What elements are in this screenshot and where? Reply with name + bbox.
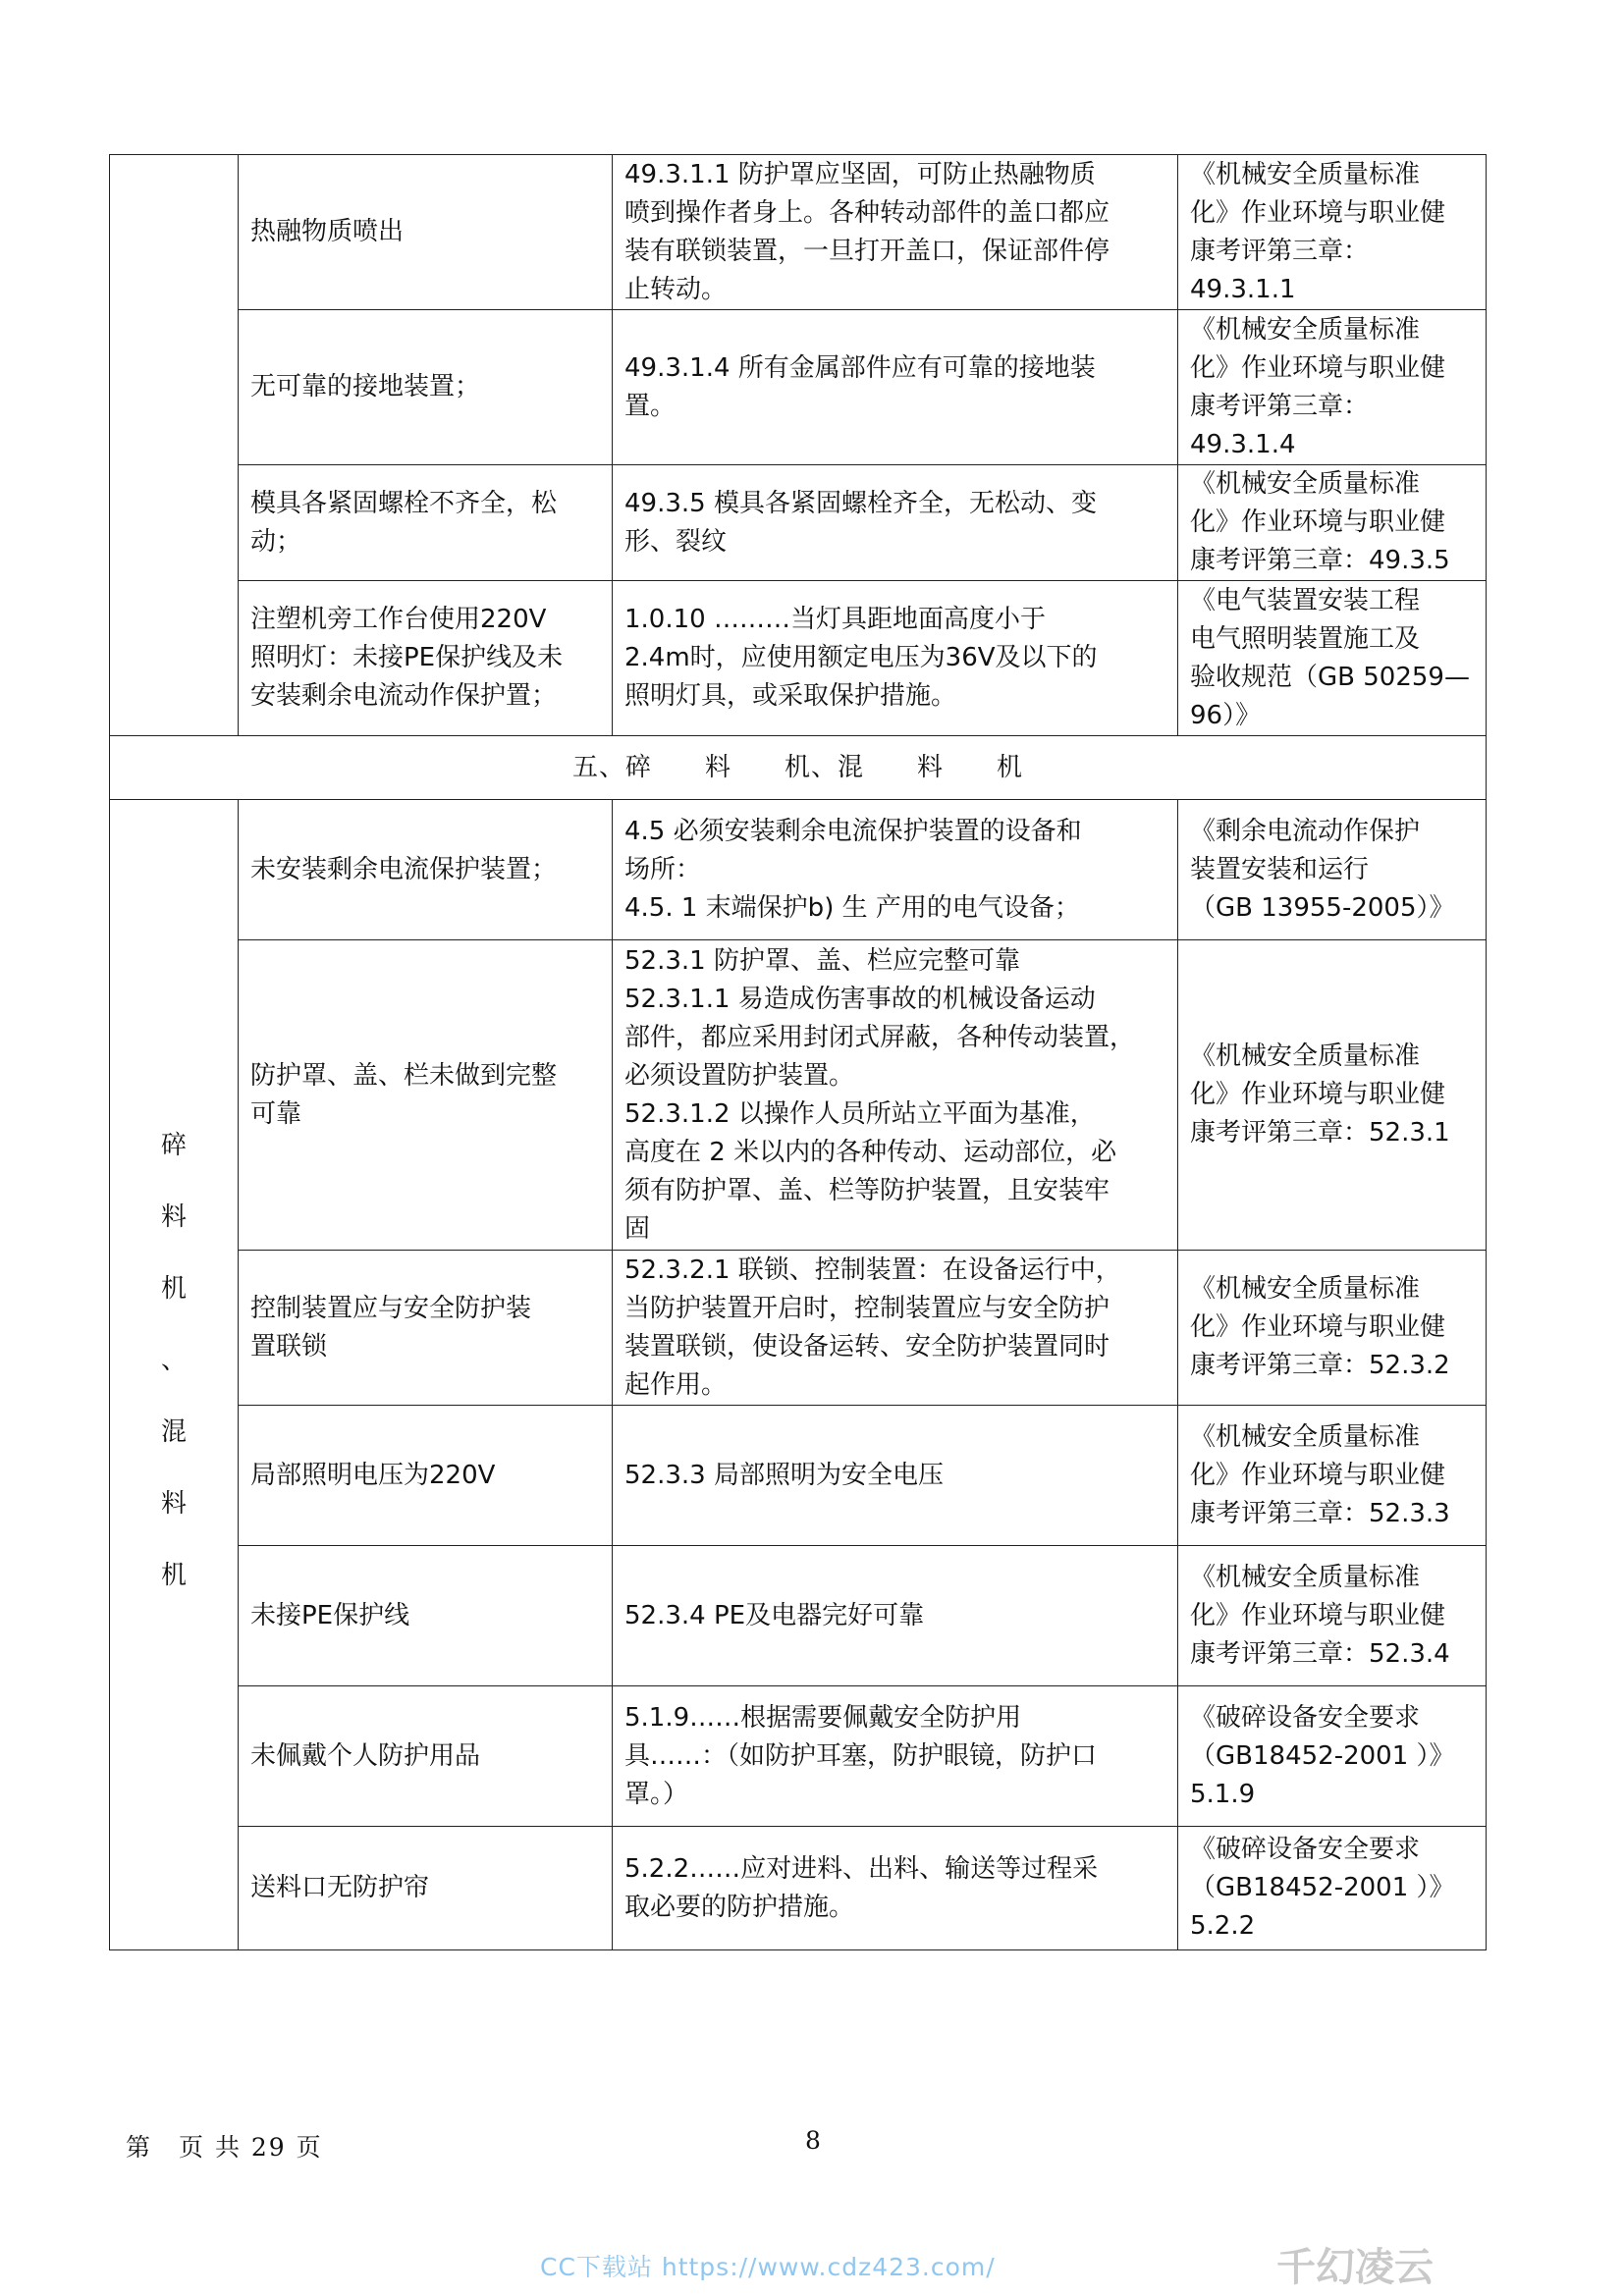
text-line: 5.2.2: [1190, 1911, 1256, 1941]
text-line: 康考评第三章：49.3.5: [1190, 546, 1450, 575]
text-line: 52.3.4 PE及电器完好可靠: [624, 1600, 925, 1630]
text-line: 装置安装和运行: [1190, 854, 1370, 884]
issue-cell: [239, 940, 613, 1251]
text-line: 49.3.1.4 所有金属部件应有可靠的接地装: [624, 352, 1096, 383]
issue-cell: [239, 155, 613, 310]
text-line: 必须设置防护装置。: [624, 1060, 855, 1091]
text-line: 固: [624, 1213, 651, 1244]
text-line: 5.1.9: [1190, 1779, 1256, 1809]
text-line: 《破碎设备安全要求: [1190, 1835, 1421, 1864]
text-line: 4.5 必须安装剩余电流保护装置的设备和: [624, 816, 1082, 846]
text-line: 《机械安全质量标准: [1190, 1274, 1421, 1304]
text-line: 化》作业环境与职业健: [1190, 507, 1446, 537]
category-char: 机: [160, 1274, 187, 1304]
text-line: 照明灯：未接PE保护线及未: [250, 643, 564, 672]
text-line: 康考评第三章：52.3.3: [1190, 1498, 1450, 1528]
table-row: [110, 1406, 1487, 1546]
category-char: 、: [160, 1346, 187, 1375]
text-line: 康考评第三章：52.3.4: [1190, 1638, 1450, 1669]
text-line: 49.3.1.1: [1190, 274, 1296, 304]
text-line: 控制装置应与安全防护装: [250, 1293, 532, 1323]
text-line: 注塑机旁工作台使用220V: [250, 605, 547, 634]
text-line: 热融物质喷出: [250, 217, 405, 246]
table-row: [110, 1251, 1487, 1406]
text-line: 验收规范（GB 50259—: [1190, 662, 1470, 692]
requirement-cell: [613, 1827, 1178, 1950]
section-row: [110, 736, 1487, 800]
text-line: 《机械安全质量标准: [1190, 469, 1421, 499]
table-row: [110, 581, 1487, 736]
text-line: 化》作业环境与职业健: [1190, 1460, 1446, 1490]
category-cell: [110, 800, 239, 1950]
text-line: 动；: [250, 526, 302, 557]
reference-cell: [1178, 465, 1487, 581]
text-line: 照明灯具，或采取保护措施。: [624, 681, 957, 711]
text-line: 49.3.1.1 防护罩应坚固，可防止热融物质: [624, 159, 1096, 189]
text-line: 须有防护罩、盖、栏等防护装置，且安装牢: [624, 1175, 1110, 1205]
issue-cell: [239, 1827, 613, 1950]
category-char: 混: [160, 1417, 187, 1447]
requirement-cell: [613, 800, 1178, 940]
text-line: 止转动。: [624, 274, 728, 304]
reference-cell: [1178, 940, 1487, 1251]
text-line: （GB 13955-2005）》: [1190, 892, 1455, 923]
footer-page-info: 第 页 共 29 页: [126, 2133, 323, 2162]
text-line: 当防护装置开启时，控制装置应与安全防护: [624, 1293, 1110, 1323]
watermark-brand: 千幻凌云: [1276, 2245, 1434, 2290]
text-line: 置联锁: [250, 1331, 328, 1362]
text-line: 取必要的防护措施。: [624, 1892, 855, 1922]
reference-cell: [1178, 1686, 1487, 1827]
issue-cell: [239, 800, 613, 940]
issue-cell: [239, 1251, 613, 1406]
text-line: 装置联锁，使设备运转、安全防护装置同时: [624, 1331, 1110, 1362]
text-line: 电气照明装置施工及: [1190, 623, 1421, 654]
text-line: 场所：: [624, 854, 702, 884]
requirement-cell: [613, 1686, 1178, 1827]
text-line: 无可靠的接地装置；: [250, 372, 481, 401]
text-line: 局部照明电压为220V: [250, 1460, 496, 1490]
text-line: 96）》: [1190, 700, 1262, 730]
text-line: 4.5. 1 末端保护b) 生 产用的电气设备；: [624, 892, 1080, 923]
issue-cell: [239, 1546, 613, 1686]
text-line: 《机械安全质量标准: [1190, 1421, 1421, 1452]
reference-cell: [1178, 581, 1487, 736]
text-line: 可靠: [250, 1098, 302, 1129]
text-line: 康考评第三章：: [1190, 391, 1370, 421]
reference-cell: [1178, 1827, 1487, 1950]
text-line: （GB18452-2001 ）》: [1190, 1740, 1455, 1771]
requirement-cell: [613, 1546, 1178, 1686]
reference-cell: [1178, 1546, 1487, 1686]
text-line: 未接PE保护线: [250, 1600, 410, 1630]
requirement-cell: [613, 1406, 1178, 1546]
group1-body: [110, 155, 1487, 736]
text-line: 化》作业环境与职业健: [1190, 1600, 1446, 1630]
text-line: 送料口无防护帘: [250, 1873, 430, 1902]
text-line: 1.0.10 ………当灯具距地面高度小于: [624, 605, 1046, 634]
text-line: （GB18452-2001 ）》: [1190, 1873, 1455, 1902]
category-char: 料: [160, 1489, 187, 1519]
category-char: 料: [160, 1202, 187, 1232]
text-line: 化》作业环境与职业健: [1190, 197, 1446, 228]
text-line: 化》作业环境与职业健: [1190, 352, 1446, 383]
requirement-cell: [613, 465, 1178, 581]
text-line: 《电气装置安装工程: [1190, 585, 1421, 615]
group2-body: [110, 800, 1487, 1950]
text-line: 高度在 2 米以内的各种传动、运动部位，必: [624, 1137, 1117, 1167]
text-line: 模具各紧固螺栓不齐全，松: [250, 488, 558, 518]
table-row: [110, 465, 1487, 581]
category-char: 机: [160, 1561, 187, 1590]
text-line: 部件，都应采用封闭式屏蔽，各种传动装置，: [624, 1022, 1136, 1052]
table-row: [110, 940, 1487, 1251]
table-row: [110, 155, 1487, 310]
inspection-table: [109, 154, 1487, 1950]
text-line: 未佩戴个人防护用品: [250, 1740, 481, 1771]
text-line: 《剩余电流动作保护: [1190, 816, 1421, 846]
footer-page-number: 8: [805, 2126, 821, 2155]
text-line: 起作用。: [624, 1369, 728, 1400]
text-line: 化》作业环境与职业健: [1190, 1080, 1446, 1109]
issue-cell: [239, 310, 613, 465]
text-line: 52.3.2.1 联锁、控制装置：在设备运行中，: [624, 1255, 1121, 1285]
reference-cell: [1178, 310, 1487, 465]
issue-cell: [239, 1686, 613, 1827]
requirement-cell: [613, 310, 1178, 465]
text-line: 52.3.1.1 易造成伤害事故的机械设备运动: [624, 984, 1096, 1014]
text-line: 未安装剩余电流保护装置；: [250, 854, 558, 884]
text-line: 康考评第三章：: [1190, 236, 1370, 266]
reference-cell: [1178, 1251, 1487, 1406]
text-line: 喷到操作者身上。各种转动部件的盖口都应: [624, 197, 1110, 228]
text-line: 52.3.1 防护罩、盖、栏应完整可靠: [624, 945, 1020, 976]
category-char: 碎: [160, 1131, 187, 1160]
text-line: 5.2.2……应对进料、出料、输送等过程采: [624, 1853, 1099, 1884]
text-line: 形、裂纹: [624, 526, 728, 557]
text-line: 装有联锁装置，一旦打开盖口，保证部件停: [624, 236, 1110, 266]
reference-cell: [1178, 1406, 1487, 1546]
requirement-cell: [613, 940, 1178, 1251]
watermark-url: CC下载站 https://www.cdz423.com/: [540, 2253, 996, 2281]
text-line: 52.3.1.2 以操作人员所站立平面为基准，: [624, 1098, 1096, 1129]
text-line: 2.4m时，应使用额定电压为36V及以下的: [624, 643, 1098, 672]
reference-cell: [1178, 155, 1487, 310]
text-line: 《机械安全质量标准: [1190, 159, 1421, 189]
reference-cell: [1178, 800, 1487, 940]
section-title: 五、碎 料 机、混 料 机: [110, 736, 1487, 800]
text-line: 《机械安全质量标准: [1190, 314, 1421, 345]
text-line: 安装剩余电流动作保护置；: [250, 681, 558, 711]
text-line: 《破碎设备安全要求: [1190, 1702, 1421, 1733]
text-line: 49.3.5 模具各紧固螺栓齐全，无松动、变: [624, 488, 1097, 518]
requirement-cell: [613, 581, 1178, 736]
text-line: 49.3.1.4: [1190, 429, 1296, 459]
table-row: [110, 1546, 1487, 1686]
table-row: [110, 310, 1487, 465]
issue-cell: [239, 1406, 613, 1546]
category-cell: [110, 155, 239, 736]
text-line: 防护罩、盖、栏未做到完整: [250, 1060, 558, 1091]
requirement-cell: [613, 1251, 1178, 1406]
table-row: [110, 800, 1487, 940]
text-line: 《机械安全质量标准: [1190, 1041, 1421, 1071]
text-line: 化》作业环境与职业健: [1190, 1312, 1446, 1342]
text-line: 罩。）: [624, 1779, 689, 1809]
text-line: 具……：（如防护耳塞，防护眼镜，防护口: [624, 1740, 1098, 1771]
text-line: 5.1.9……根据需要佩戴安全防护用: [624, 1702, 1022, 1733]
table-row: [110, 1827, 1487, 1950]
text-line: 《机械安全质量标准: [1190, 1562, 1421, 1592]
text-line: 52.3.3 局部照明为安全电压: [624, 1460, 944, 1490]
issue-cell: [239, 581, 613, 736]
issue-cell: [239, 465, 613, 581]
text-line: 置。: [624, 391, 677, 421]
requirement-cell: [613, 155, 1178, 310]
text-line: 康考评第三章：52.3.2: [1190, 1351, 1450, 1380]
table-row: [110, 1686, 1487, 1827]
text-line: 康考评第三章：52.3.1: [1190, 1118, 1450, 1148]
